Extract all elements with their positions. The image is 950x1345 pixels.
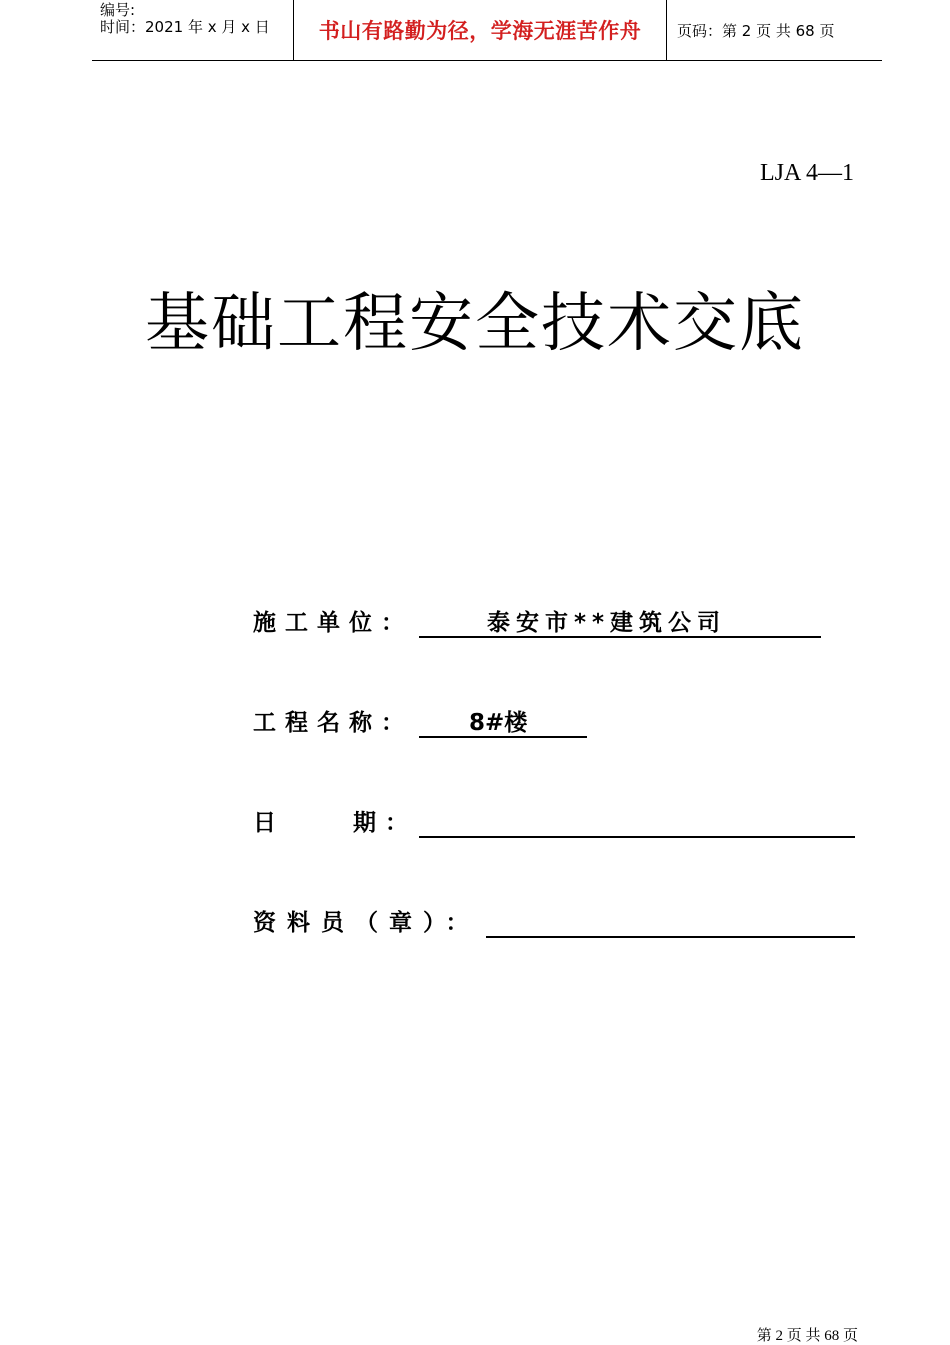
- page-footer: 第 2 页 共 68 页: [756, 1328, 858, 1344]
- header-meta: [92, 0, 294, 60]
- serial-label: 编号:: [100, 1, 136, 19]
- header-page-info: 页码：第 2 页 共 68 页: [677, 21, 835, 40]
- page-header: [92, 0, 882, 61]
- clerk-underline: [486, 936, 855, 938]
- company-label: 施工单位：: [253, 610, 413, 636]
- date-label-second: 期：: [353, 810, 417, 836]
- date-label-first: 日: [253, 810, 276, 836]
- clerk-label: 资料员（章）：: [253, 910, 480, 936]
- date-underline: [419, 836, 855, 838]
- project-underline: [419, 736, 587, 738]
- company-underline: [419, 636, 821, 638]
- header-motto: 书山有路勤为径，学海无涯苦作舟: [294, 0, 667, 60]
- company-value: 泰安市**建筑公司: [487, 610, 727, 636]
- project-label: 工程名称：: [253, 710, 413, 736]
- time-label: 时间：2021 年 x 月 x 日: [100, 18, 270, 36]
- document-title: 基础工程安全技术交底: [145, 287, 805, 361]
- form-code: LJA 4—1: [759, 160, 854, 186]
- project-value: 8#楼: [469, 710, 528, 736]
